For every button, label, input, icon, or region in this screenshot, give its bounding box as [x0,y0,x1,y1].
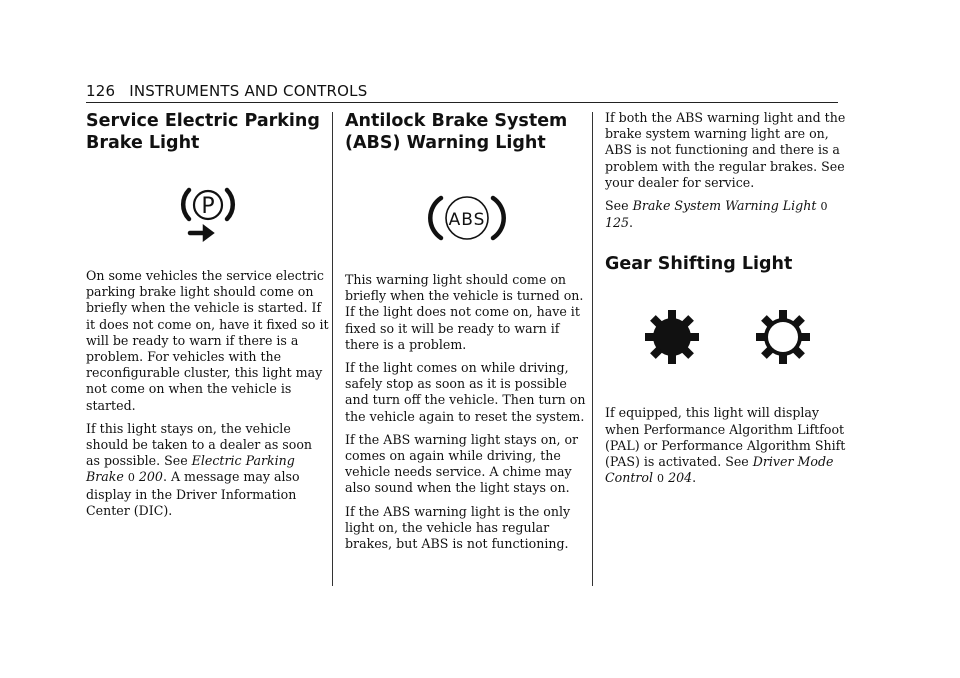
gear-filled-icon [644,309,700,365]
abs-para-1: This warning light should come on briefly when the vehicle is turned on. If the light does not come on, have it fixed so it will be ready to warn if there is a problem. [345,272,584,352]
gear-shift-para-1-text: If equipped, this light will display when Performance Algorithm Liftfoot (PAL) or Performance Algorithm Shift (PAS) is activated. See [605,405,846,470]
abs-icon-text: ABS [448,210,486,230]
column-continuation [605,110,849,487]
service-parking-brake-icon [178,182,238,246]
abs-para-5: If both the ABS warning light and the brake system warning light are on, ABS is not functioning and there is a problem with the regular brakes. See your dealer for service. [605,110,846,190]
column-divider-2 [592,112,593,586]
column-divider-1 [332,112,333,586]
reference-arrow-icon: 0 [657,472,665,486]
gear-shift-para-1 [605,405,849,487]
reference-arrow-icon: 0 [820,200,828,214]
brake-system-link[interactable]: Brake System Warning Light [632,198,817,214]
abs-para-2: If the light comes on while driving, safely stop as soon as it is possible and turn off the vehicle. Then turn on the vehicle again to reset the system. [345,360,586,424]
parking-brake-title-line1: Service Electric Parking [86,111,320,131]
parking-brake-heading [86,110,330,154]
abs-para-6-tail: . [629,215,634,231]
parking-brake-title-line2: Brake Light [86,133,200,153]
driver-mode-ref-page[interactable]: 204 [668,470,693,486]
parking-brake-para-2-text: If this light stays on, the vehicle should be taken to a dealer as soon as possible. See [86,420,313,469]
brake-system-ref-page[interactable]: 125 [605,215,630,231]
parking-brake-para-2 [86,421,330,519]
abs-para-4: If the ABS warning light is the only light on, the vehicle has regular brakes, but ABS is not functioning. [345,503,571,552]
gear-icons [605,309,849,365]
abs-para-3: If the ABS warning light stays on, or comes on again while driving, the vehicle needs service. A chime may also sound when the light stays on. [345,431,579,496]
abs-para-6-prefix: See [605,198,629,214]
parking-brake-para-1: On some vehicles the service electric parking brake light should come on briefly when the vehicle is started. If it does not come on, have it fixed so it will be ready to warn if there is a problem. For vehicles with the reconfigurable cluster, this light may not come on when the vehicle is started. [86,268,329,413]
column-parking-brake [86,110,330,519]
gear-shift-para-1-tail: . [692,470,697,486]
gear-outline-icon [755,309,811,365]
abs-title-line2: (ABS) Warning Light [345,133,546,153]
abs-heading [345,110,589,154]
driver-mode-link[interactable]: Driver Mode Control [605,454,834,486]
abs-title-line1: Antilock Brake System [345,111,568,131]
abs-warning-icon [428,190,506,246]
gear-shift-heading: Gear Shifting Light [605,254,793,275]
parking-brake-link[interactable]: Electric Parking Brake [86,453,295,485]
parking-brake-para-2-tail: . A message may also display in the Driver Information Center (DIC). [86,469,300,518]
header-rule [86,102,838,103]
section-title: INSTRUMENTS AND CONTROLS [129,82,368,100]
parking-brake-ref-page[interactable]: 200 [138,469,163,485]
page-number: 126 [86,82,116,100]
reference-arrow-icon: 0 [127,471,135,485]
parking-brake-icon-letter: P [201,194,215,219]
page-header [86,82,367,100]
column-abs [345,110,589,552]
abs-para-6 [605,198,849,231]
